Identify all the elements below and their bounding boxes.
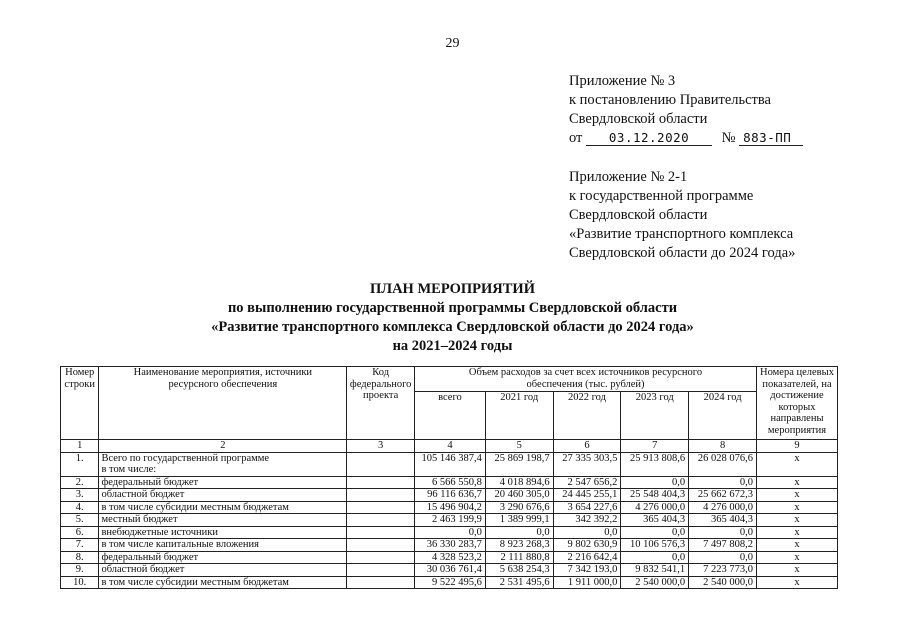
row-2023: 9 832 541,1 — [621, 564, 689, 577]
row-targets: х — [756, 576, 837, 589]
row-2021: 0,0 — [485, 526, 553, 539]
document-title — [0, 280, 905, 356]
row-name-line: в том числе: — [101, 464, 157, 475]
row-2024: 7 223 773,0 — [689, 564, 757, 577]
row-2024: 2 540 000,0 — [689, 576, 757, 589]
table-row — [61, 539, 838, 552]
annex-3-line: Свердловской области — [569, 111, 708, 127]
row-total: 36 330 283,7 — [415, 539, 486, 552]
row-2023: 25 548 404,3 — [621, 489, 689, 502]
table-row — [61, 564, 838, 577]
column-index: 1 — [61, 440, 99, 453]
column-index: 4 — [415, 440, 486, 453]
row-number: 2. — [61, 476, 99, 489]
column-index: 8 — [689, 440, 757, 453]
row-number: 4. — [61, 501, 99, 514]
row-targets: х — [756, 489, 837, 502]
row-2024: 25 662 672,3 — [689, 489, 757, 502]
annex-2-1-block — [569, 168, 795, 263]
row-2023: 0,0 — [621, 526, 689, 539]
row-targets: х — [756, 476, 837, 489]
row-2021: 2 111 880,8 — [485, 551, 553, 564]
row-2023: 10 106 576,3 — [621, 539, 689, 552]
row-2023: 25 913 808,6 — [621, 452, 689, 476]
row-2021: 2 531 495,6 — [485, 576, 553, 589]
table-row — [61, 452, 838, 476]
column-index: 2 — [99, 440, 347, 453]
row-number: 9. — [61, 564, 99, 577]
row-total: 15 496 904,2 — [415, 501, 486, 514]
row-2022: 1 911 000,0 — [553, 576, 621, 589]
annex-3-date-line — [569, 129, 803, 148]
header-2023: 2023 год — [621, 392, 689, 440]
row-2021: 25 869 198,7 — [485, 452, 553, 476]
row-number: 10. — [61, 576, 99, 589]
row-2021: 20 460 305,0 — [485, 489, 553, 502]
annex-2-1-line: «Развитие транспортного комплекса — [569, 226, 794, 242]
row-2024: 4 276 000,0 — [689, 501, 757, 514]
number-prefix: № — [721, 130, 736, 146]
column-index: 9 — [756, 440, 837, 453]
row-2022: 2 216 642,4 — [553, 551, 621, 564]
row-name: в том числе субсидии местным бюджетам — [99, 501, 347, 514]
row-code — [347, 539, 415, 552]
row-name: федеральный бюджет — [99, 476, 347, 489]
header-expense-volume: Объем расходов за счет всех источников ресурсного обеспечения (тыс. рублей) — [415, 367, 757, 392]
resolution-number: 883-ПП — [739, 130, 803, 146]
row-2021: 4 018 894,6 — [485, 476, 553, 489]
annex-2-1-line: к государственной программе — [569, 188, 754, 204]
row-2024: 26 028 076,6 — [689, 452, 757, 476]
row-code — [347, 489, 415, 502]
annex-3-line: к постановлению Правительства — [569, 92, 771, 108]
page-number: 29 — [445, 36, 460, 51]
row-code — [347, 452, 415, 476]
row-code — [347, 564, 415, 577]
row-2022: 342 392,2 — [553, 514, 621, 527]
row-2022: 27 335 303,5 — [553, 452, 621, 476]
row-total: 2 463 199,9 — [415, 514, 486, 527]
row-name: внебюджетные источники — [99, 526, 347, 539]
row-targets: х — [756, 514, 837, 527]
header-2022: 2022 год — [553, 392, 621, 440]
row-2024: 0,0 — [689, 551, 757, 564]
row-2022: 9 802 630,9 — [553, 539, 621, 552]
row-2024: 0,0 — [689, 476, 757, 489]
row-targets: х — [756, 452, 837, 476]
date-prefix: от — [569, 130, 583, 146]
column-index: 6 — [553, 440, 621, 453]
annex-3-block — [569, 72, 803, 148]
row-targets: х — [756, 526, 837, 539]
row-number: 1. — [61, 452, 99, 476]
table-row — [61, 551, 838, 564]
row-total: 9 522 495,6 — [415, 576, 486, 589]
row-2021: 8 923 268,3 — [485, 539, 553, 552]
row-code — [347, 526, 415, 539]
annex-2-1-line: Свердловской области — [569, 207, 708, 223]
column-index: 7 — [621, 440, 689, 453]
row-2021: 5 638 254,3 — [485, 564, 553, 577]
row-total: 105 146 387,4 — [415, 452, 486, 476]
annex-2-1-line: Приложение № 2-1 — [569, 169, 688, 185]
row-targets: х — [756, 501, 837, 514]
row-code — [347, 476, 415, 489]
plan-table — [60, 366, 838, 589]
row-name: местный бюджет — [99, 514, 347, 527]
row-name — [99, 452, 347, 476]
table-row — [61, 576, 838, 589]
row-targets: х — [756, 551, 837, 564]
header-federal-project-code: Код федерального проекта — [347, 367, 415, 440]
row-total: 96 116 636,7 — [415, 489, 486, 502]
header-row-number: Номер строки — [61, 367, 99, 440]
row-name: областной бюджет — [99, 564, 347, 577]
row-name: в том числе капитальные вложения — [99, 539, 347, 552]
row-2023: 0,0 — [621, 476, 689, 489]
row-code — [347, 576, 415, 589]
header-name: Наименование мероприятия, источники ресурсного обеспечения — [99, 367, 347, 440]
row-number: 8. — [61, 551, 99, 564]
title-line: ПЛАН МЕРОПРИЯТИЙ — [370, 281, 535, 297]
row-total: 6 566 550,8 — [415, 476, 486, 489]
header-2021: 2021 год — [485, 392, 553, 440]
row-total: 30 036 761,4 — [415, 564, 486, 577]
row-2023: 365 404,3 — [621, 514, 689, 527]
row-2024: 365 404,3 — [689, 514, 757, 527]
row-2022: 2 547 656,2 — [553, 476, 621, 489]
row-2021: 1 389 999,1 — [485, 514, 553, 527]
row-name-line: Всего по государственной программе — [101, 452, 270, 464]
row-number: 7. — [61, 539, 99, 552]
row-2023: 0,0 — [621, 551, 689, 564]
row-2024: 7 497 808,2 — [689, 539, 757, 552]
row-name: областной бюджет — [99, 489, 347, 502]
table-row — [61, 489, 838, 502]
row-name: в том числе субсидии местным бюджетам — [99, 576, 347, 589]
row-code — [347, 514, 415, 527]
table-row — [61, 501, 838, 514]
column-index: 3 — [347, 440, 415, 453]
row-2023: 4 276 000,0 — [621, 501, 689, 514]
row-number: 3. — [61, 489, 99, 502]
row-number: 6. — [61, 526, 99, 539]
row-2024: 0,0 — [689, 526, 757, 539]
row-2022: 24 445 255,1 — [553, 489, 621, 502]
row-code — [347, 551, 415, 564]
header-target-indicators: Номера целевых показателей, на достижение которых направлены мероприятия — [756, 367, 837, 440]
row-name: федеральный бюджет — [99, 551, 347, 564]
table-row — [61, 476, 838, 489]
column-index: 5 — [485, 440, 553, 453]
header-total: всего — [415, 392, 486, 440]
row-2022: 3 654 227,6 — [553, 501, 621, 514]
table-row — [61, 514, 838, 527]
row-targets: х — [756, 539, 837, 552]
title-line: по выполнению государственной программы Свердловской области — [227, 300, 678, 316]
annex-2-1-line: Свердловской области до 2024 года» — [569, 245, 796, 261]
table-row — [61, 526, 838, 539]
annex-3-line: Приложение № 3 — [569, 73, 676, 89]
row-total: 4 328 523,2 — [415, 551, 486, 564]
row-targets: х — [756, 564, 837, 577]
resolution-date: 03.12.2020 — [586, 130, 712, 146]
row-2022: 7 342 193,0 — [553, 564, 621, 577]
title-line: на 2021–2024 годы — [392, 338, 513, 354]
title-line: «Развитие транспортного комплекса Свердловской области до 2024 года» — [211, 319, 694, 335]
row-2022: 0,0 — [553, 526, 621, 539]
row-2021: 3 290 676,6 — [485, 501, 553, 514]
header-2024: 2024 год — [689, 392, 757, 440]
row-total: 0,0 — [415, 526, 486, 539]
row-code — [347, 501, 415, 514]
row-number: 5. — [61, 514, 99, 527]
row-2023: 2 540 000,0 — [621, 576, 689, 589]
